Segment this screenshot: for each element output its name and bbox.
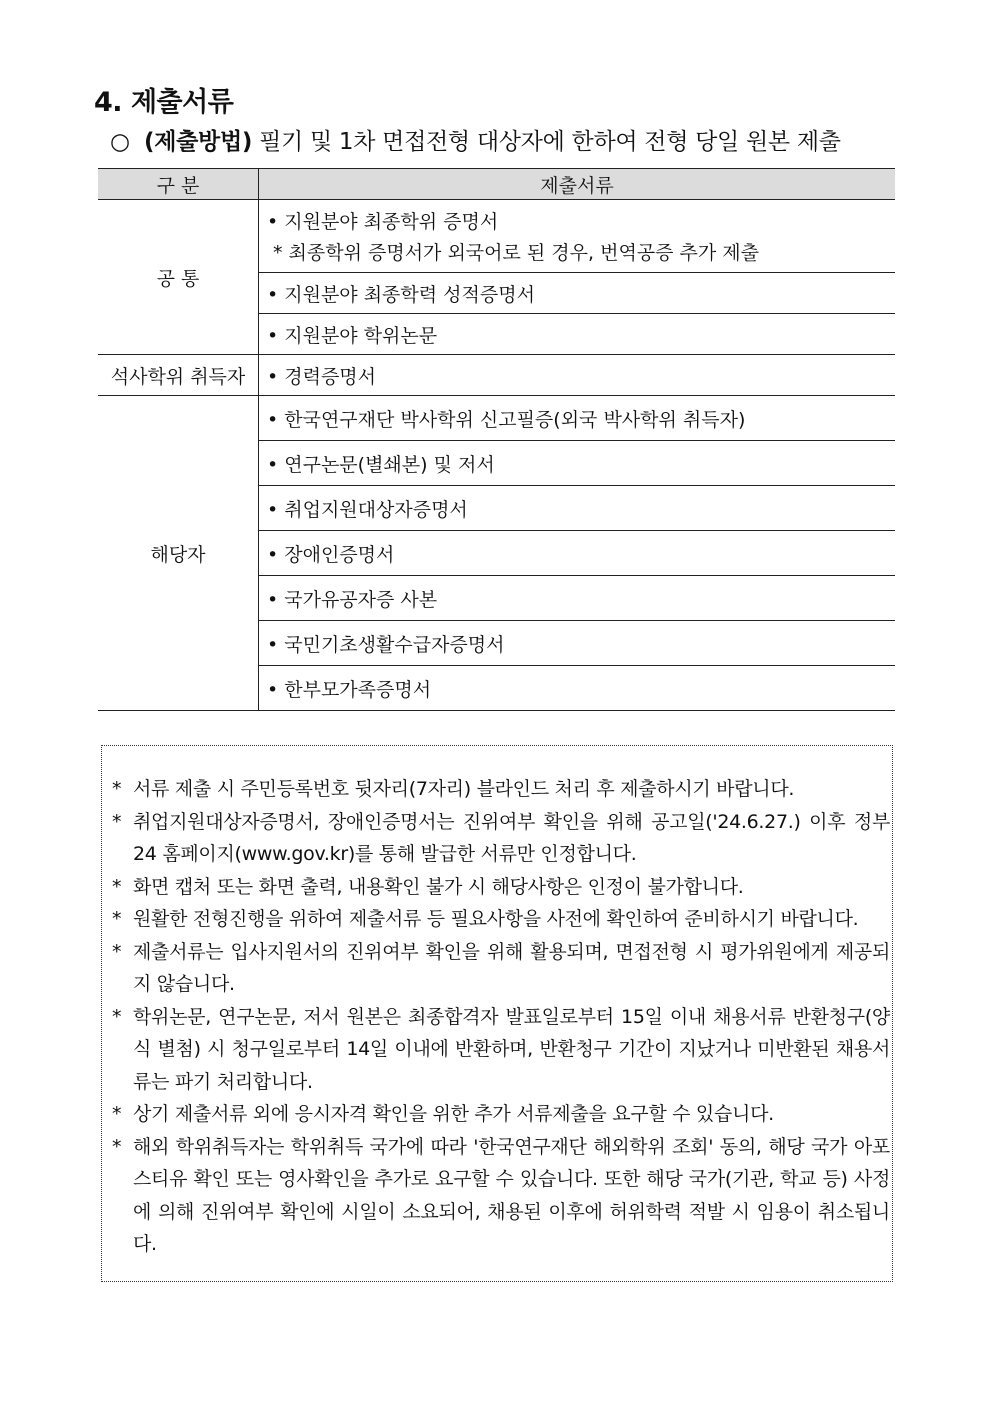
submission-method bbox=[110, 123, 841, 156]
table-row bbox=[98, 355, 895, 396]
note-item bbox=[110, 936, 890, 1001]
documents-table bbox=[98, 168, 895, 711]
asterisk-icon: * bbox=[112, 1103, 122, 1125]
document-cell: • 한국연구재단 박사학위 신고필증(외국 박사학위 취득자) bbox=[259, 396, 896, 441]
circle-bullet-icon: ○ bbox=[110, 129, 130, 155]
notes-box bbox=[101, 745, 893, 1282]
document-cell: • 한부모가족증명서 bbox=[259, 666, 896, 711]
asterisk-icon: * bbox=[112, 875, 122, 898]
asterisk-icon: * bbox=[112, 940, 122, 963]
note-item bbox=[110, 773, 890, 806]
section-title: 4. 제출서류 bbox=[94, 87, 234, 118]
note-item bbox=[110, 903, 890, 936]
document-cell bbox=[259, 200, 896, 273]
document-cell: • 장애인증명서 bbox=[259, 531, 896, 576]
note-item bbox=[110, 1131, 890, 1261]
table-header-row bbox=[98, 169, 895, 200]
note-item bbox=[110, 806, 890, 871]
header-documents: 제출서류 bbox=[259, 169, 896, 200]
document-cell: • 지원분야 최종학력 성적증명서 bbox=[259, 273, 896, 314]
asterisk-icon: * bbox=[112, 1135, 122, 1158]
document-cell: • 지원분야 학위논문 bbox=[259, 314, 896, 355]
note-text: 서류 제출 시 주민등록번호 뒷자리(7자리) 블라인드 처리 후 제출하시기 바랍니다. bbox=[133, 778, 795, 800]
method-label: (제출방법) bbox=[144, 129, 253, 155]
note-text: 원활한 전형진행을 위하여 제출서류 등 필요사항을 사전에 확인하여 준비하시기 바랍니다. bbox=[133, 908, 859, 930]
category-common: 공 통 bbox=[98, 200, 259, 355]
asterisk-icon: * bbox=[112, 778, 122, 800]
note-item bbox=[110, 1001, 890, 1099]
document-cell: • 국가유공자증 사본 bbox=[259, 576, 896, 621]
category-masters: 석사학위 취득자 bbox=[98, 355, 259, 396]
document-cell: • 국민기초생활수급자증명서 bbox=[259, 621, 896, 666]
document-subnote: * 최종학위 증명서가 외국어로 된 경우, 번역공증 추가 제출 bbox=[273, 242, 759, 264]
asterisk-icon: * bbox=[112, 1005, 122, 1028]
document-cell: • 경력증명서 bbox=[259, 355, 896, 396]
notes-list bbox=[110, 773, 890, 1261]
header-category: 구 분 bbox=[98, 169, 259, 200]
note-item bbox=[110, 871, 890, 904]
note-text: 제출서류는 입사지원서의 진위여부 확인을 위해 활용되며, 면접전형 시 평가위원에게 제공되지 않습니다. bbox=[133, 940, 890, 995]
asterisk-icon: * bbox=[112, 908, 122, 930]
note-item bbox=[110, 1098, 890, 1131]
method-text: 필기 및 1차 면접전형 대상자에 한하여 전형 당일 원본 제출 bbox=[259, 129, 841, 155]
document-cell: • 연구논문(별쇄본) 및 저서 bbox=[259, 441, 896, 486]
category-applicable: 해당자 bbox=[98, 396, 259, 711]
note-text: 해외 학위취득자는 학위취득 국가에 따라 '한국연구재단 해외학위 조회' 동의, 해당 국가 아포스티유 확인 또는 영사확인을 추가로 요구할 수 있습니다. 또한 해당 국가(기관, 학교 등) 사정에 의해 진위여부 확인에 시일이 소요되어, 채용된 이후에 허위학력 적발 시 임용이 취소됩니다. bbox=[133, 1135, 890, 1255]
note-text: 상기 제출서류 외에 응시자격 확인을 위한 추가 서류제출을 요구할 수 있습니다. bbox=[133, 1103, 774, 1125]
note-text: 화면 캡처 또는 화면 출력, 내용확인 불가 시 해당사항은 인정이 불가합니다. bbox=[133, 875, 744, 898]
document-cell: • 취업지원대상자증명서 bbox=[259, 486, 896, 531]
note-text: 취업지원대상자증명서, 장애인증명서는 진위여부 확인을 위해 공고일('24.6.27.) 이후 정부24 홈페이지(www.gov.kr)를 통해 발급한 서류만 인정합니다. bbox=[133, 810, 890, 865]
note-text: 학위논문, 연구논문, 저서 원본은 최종합격자 발표일로부터 15일 이내 채용서류 반환청구(양식 별첨) 시 청구일로부터 14일 이내에 반환하며, 반환청구 기간이 지났거나 미반환된 채용서류는 파기 처리합니다. bbox=[133, 1005, 890, 1093]
asterisk-icon: * bbox=[112, 810, 122, 833]
table-row bbox=[98, 396, 895, 441]
table-row bbox=[98, 200, 895, 273]
document-item: • 지원분야 최종학위 증명서 bbox=[267, 211, 499, 233]
